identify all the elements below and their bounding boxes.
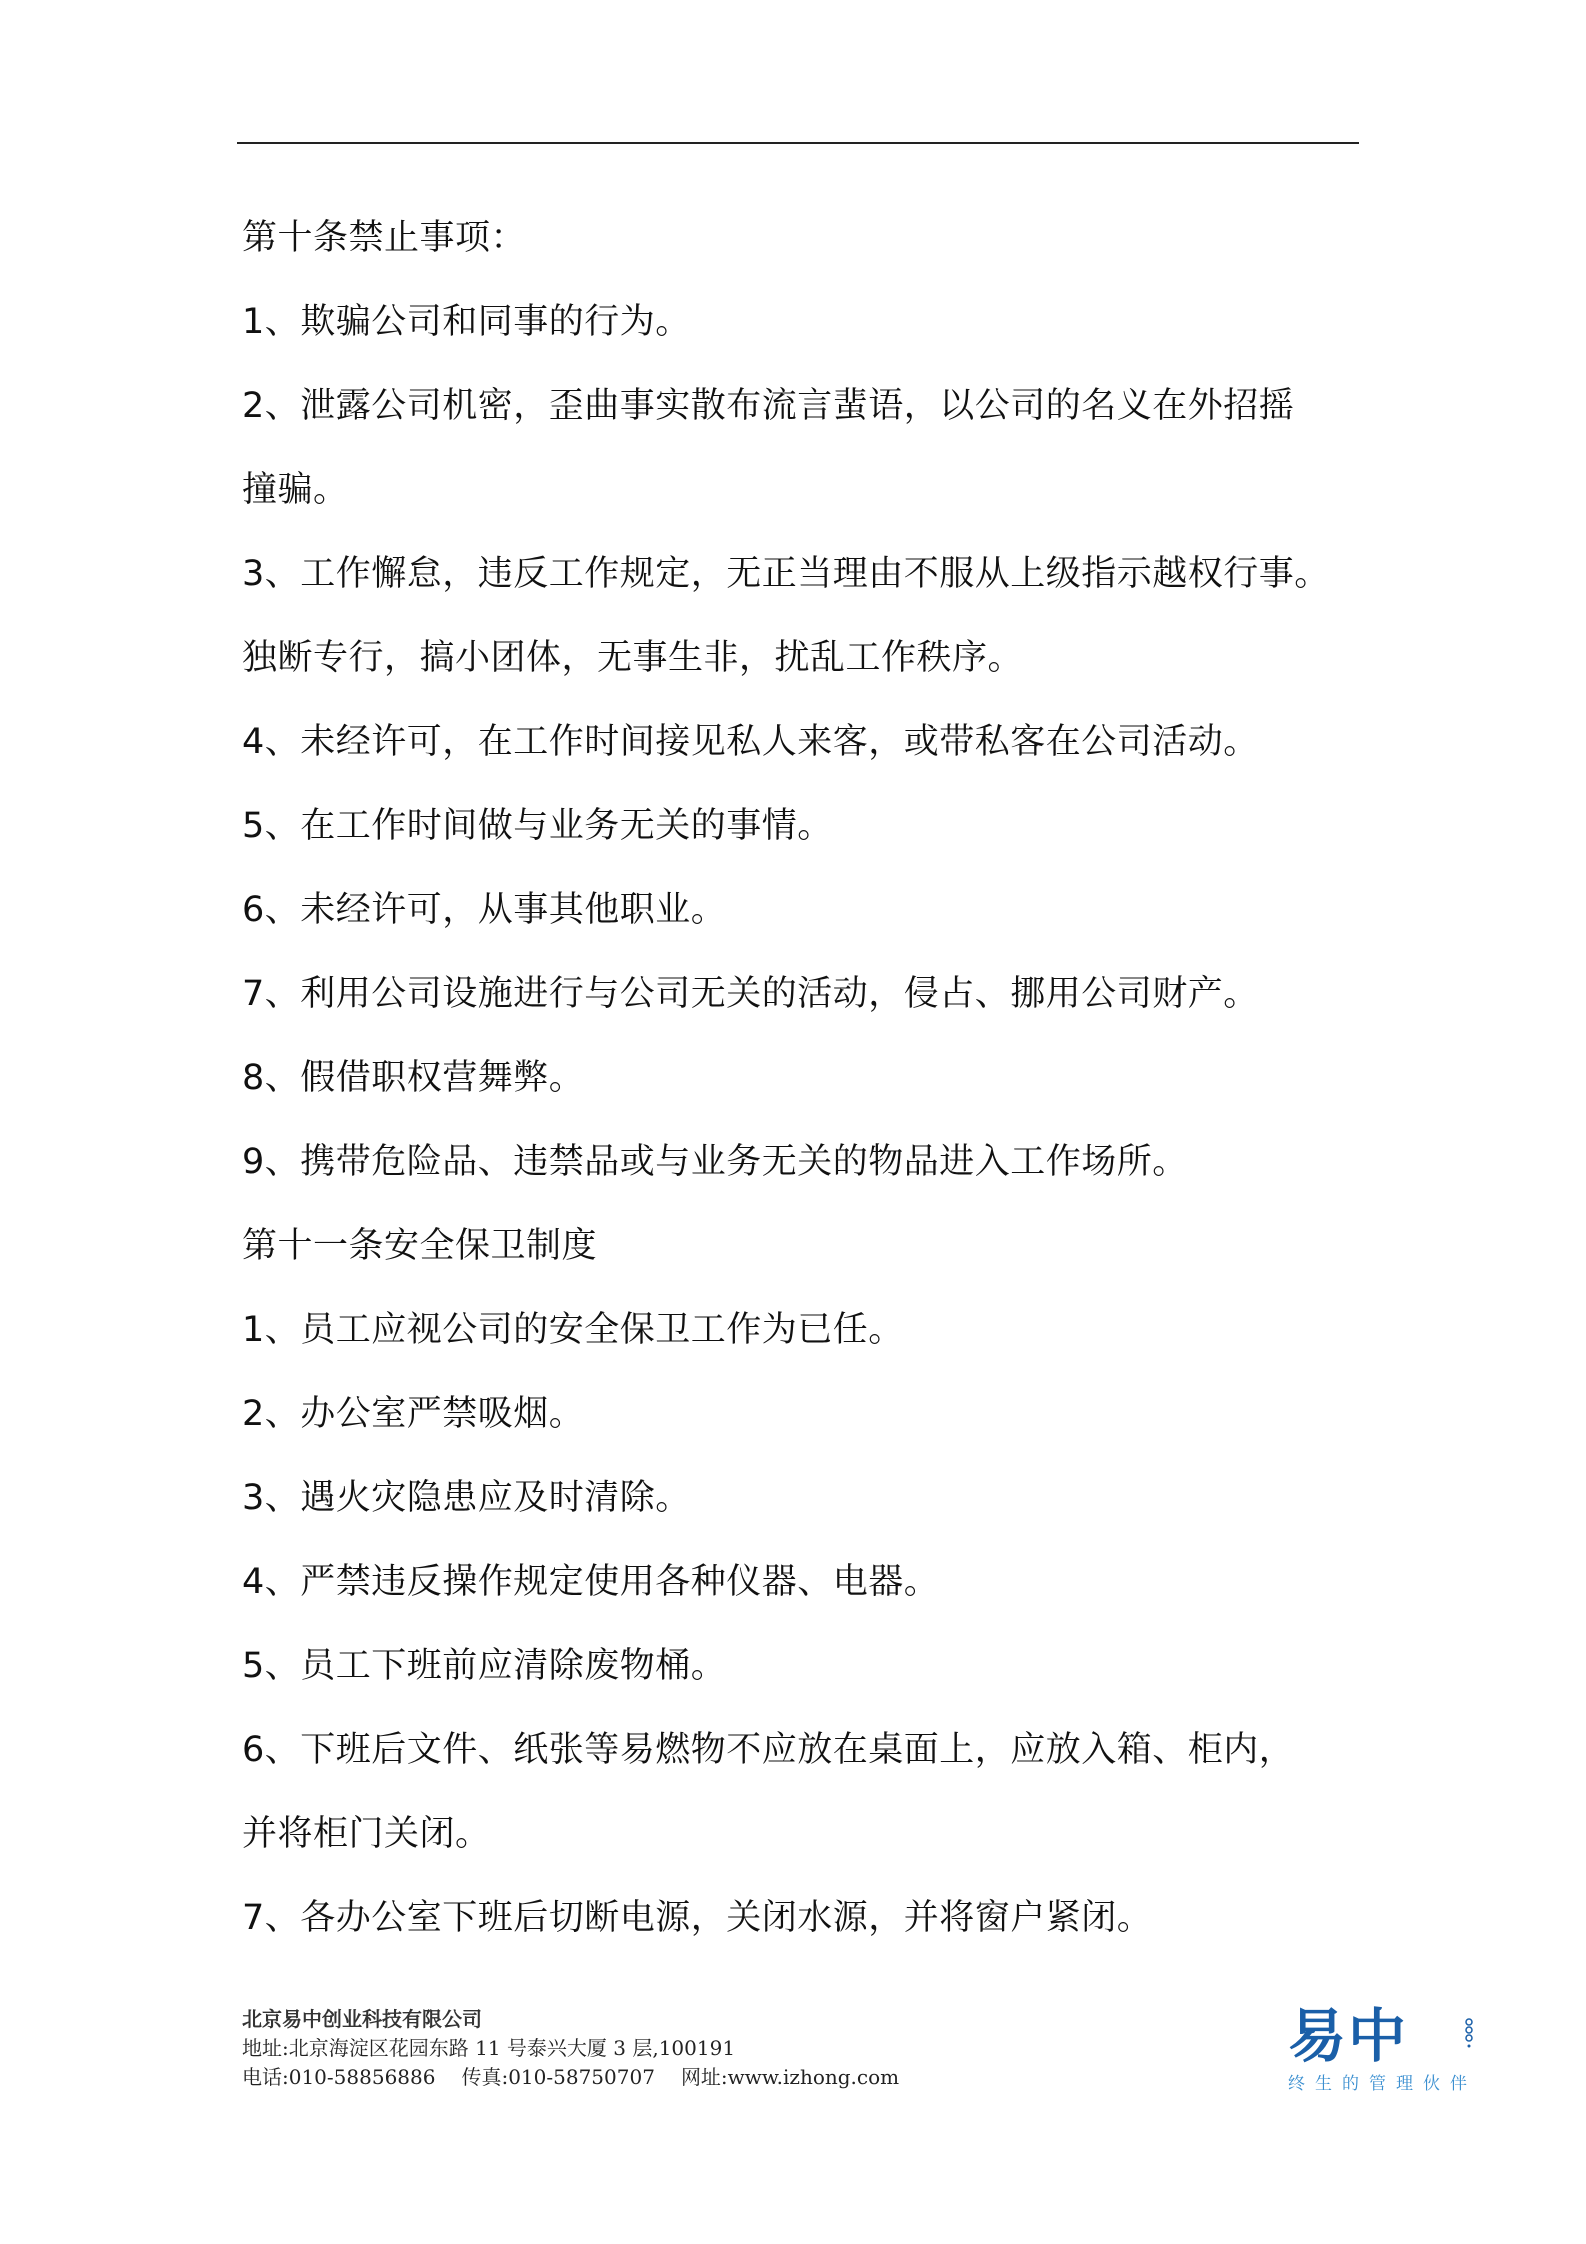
text-line: 3、遇火灾隐患应及时清除。 <box>242 1478 691 1518</box>
text-line: 1、员工应视公司的安全保卫工作为已任。 <box>242 1310 904 1350</box>
text-line: 8、假借职权营舞弊。 <box>242 1058 585 1098</box>
text-line: 3、工作懈怠，违反工作规定，无正当理由不服从上级指示越权行事。 <box>242 554 1330 594</box>
text-line: 6、下班后文件、纸张等易燃物不应放在桌面上，应放入箱、柜内， <box>242 1730 1295 1770</box>
text-line: 5、员工下班前应清除废物桶。 <box>242 1646 727 1686</box>
text-line: 7、利用公司设施进行与公司无关的活动，侵占、挪用公司财产。 <box>242 974 1259 1014</box>
text-line: 6、未经许可，从事其他职业。 <box>242 890 727 930</box>
text-line: 4、未经许可，在工作时间接见私人来客，或带私客在公司活动。 <box>242 722 1259 762</box>
logo-dots-icon <box>1464 2018 1474 2050</box>
text-line: 并将柜门关闭。 <box>242 1814 491 1854</box>
section-heading-article-10: 第十条禁止事项： <box>242 218 527 258</box>
text-line: 2、泄露公司机密，歪曲事实散布流言蜚语，以公司的名义在外招摇 <box>242 386 1295 426</box>
footer-fax: 传真:010-58750707 <box>461 2065 655 2089</box>
logo-mark: 易中 <box>1288 2002 1409 2070</box>
document-body <box>242 196 1362 1960</box>
text-line: 1、欺骗公司和同事的行为。 <box>242 302 691 342</box>
footer-contact <box>242 2063 942 2092</box>
text-line: 独断专行，搞小团体，无事生非，扰乱工作秩序。 <box>242 638 1024 678</box>
company-logo <box>1288 2004 1488 2100</box>
text-line: 9、携带危险品、违禁品或与业务无关的物品进入工作场所。 <box>242 1142 1188 1182</box>
header-rule <box>237 142 1359 144</box>
text-line: 4、严禁违反操作规定使用各种仪器、电器。 <box>242 1562 940 1602</box>
footer-phone: 电话:010-58856886 <box>242 2065 436 2089</box>
text-line: 5、在工作时间做与业务无关的事情。 <box>242 806 833 846</box>
logo-tagline: 终生的管理伙伴 <box>1288 2074 1477 2094</box>
text-line: 7、各办公室下班后切断电源，关闭水源，并将窗户紧闭。 <box>242 1898 1153 1938</box>
footer-address: 地址:北京海淀区花园东路 11 号泰兴大厦 3 层,100191 <box>242 2036 736 2060</box>
section-heading-article-11: 第十一条安全保卫制度 <box>242 1226 598 1266</box>
footer-website[interactable]: 网址:www.izhong.com <box>680 2065 900 2089</box>
footer-company-name: 北京易中创业科技有限公司 <box>242 2007 482 2031</box>
text-line: 2、办公室严禁吸烟。 <box>242 1394 585 1434</box>
page-footer <box>242 2005 942 2092</box>
text-line: 撞骗。 <box>242 470 349 510</box>
